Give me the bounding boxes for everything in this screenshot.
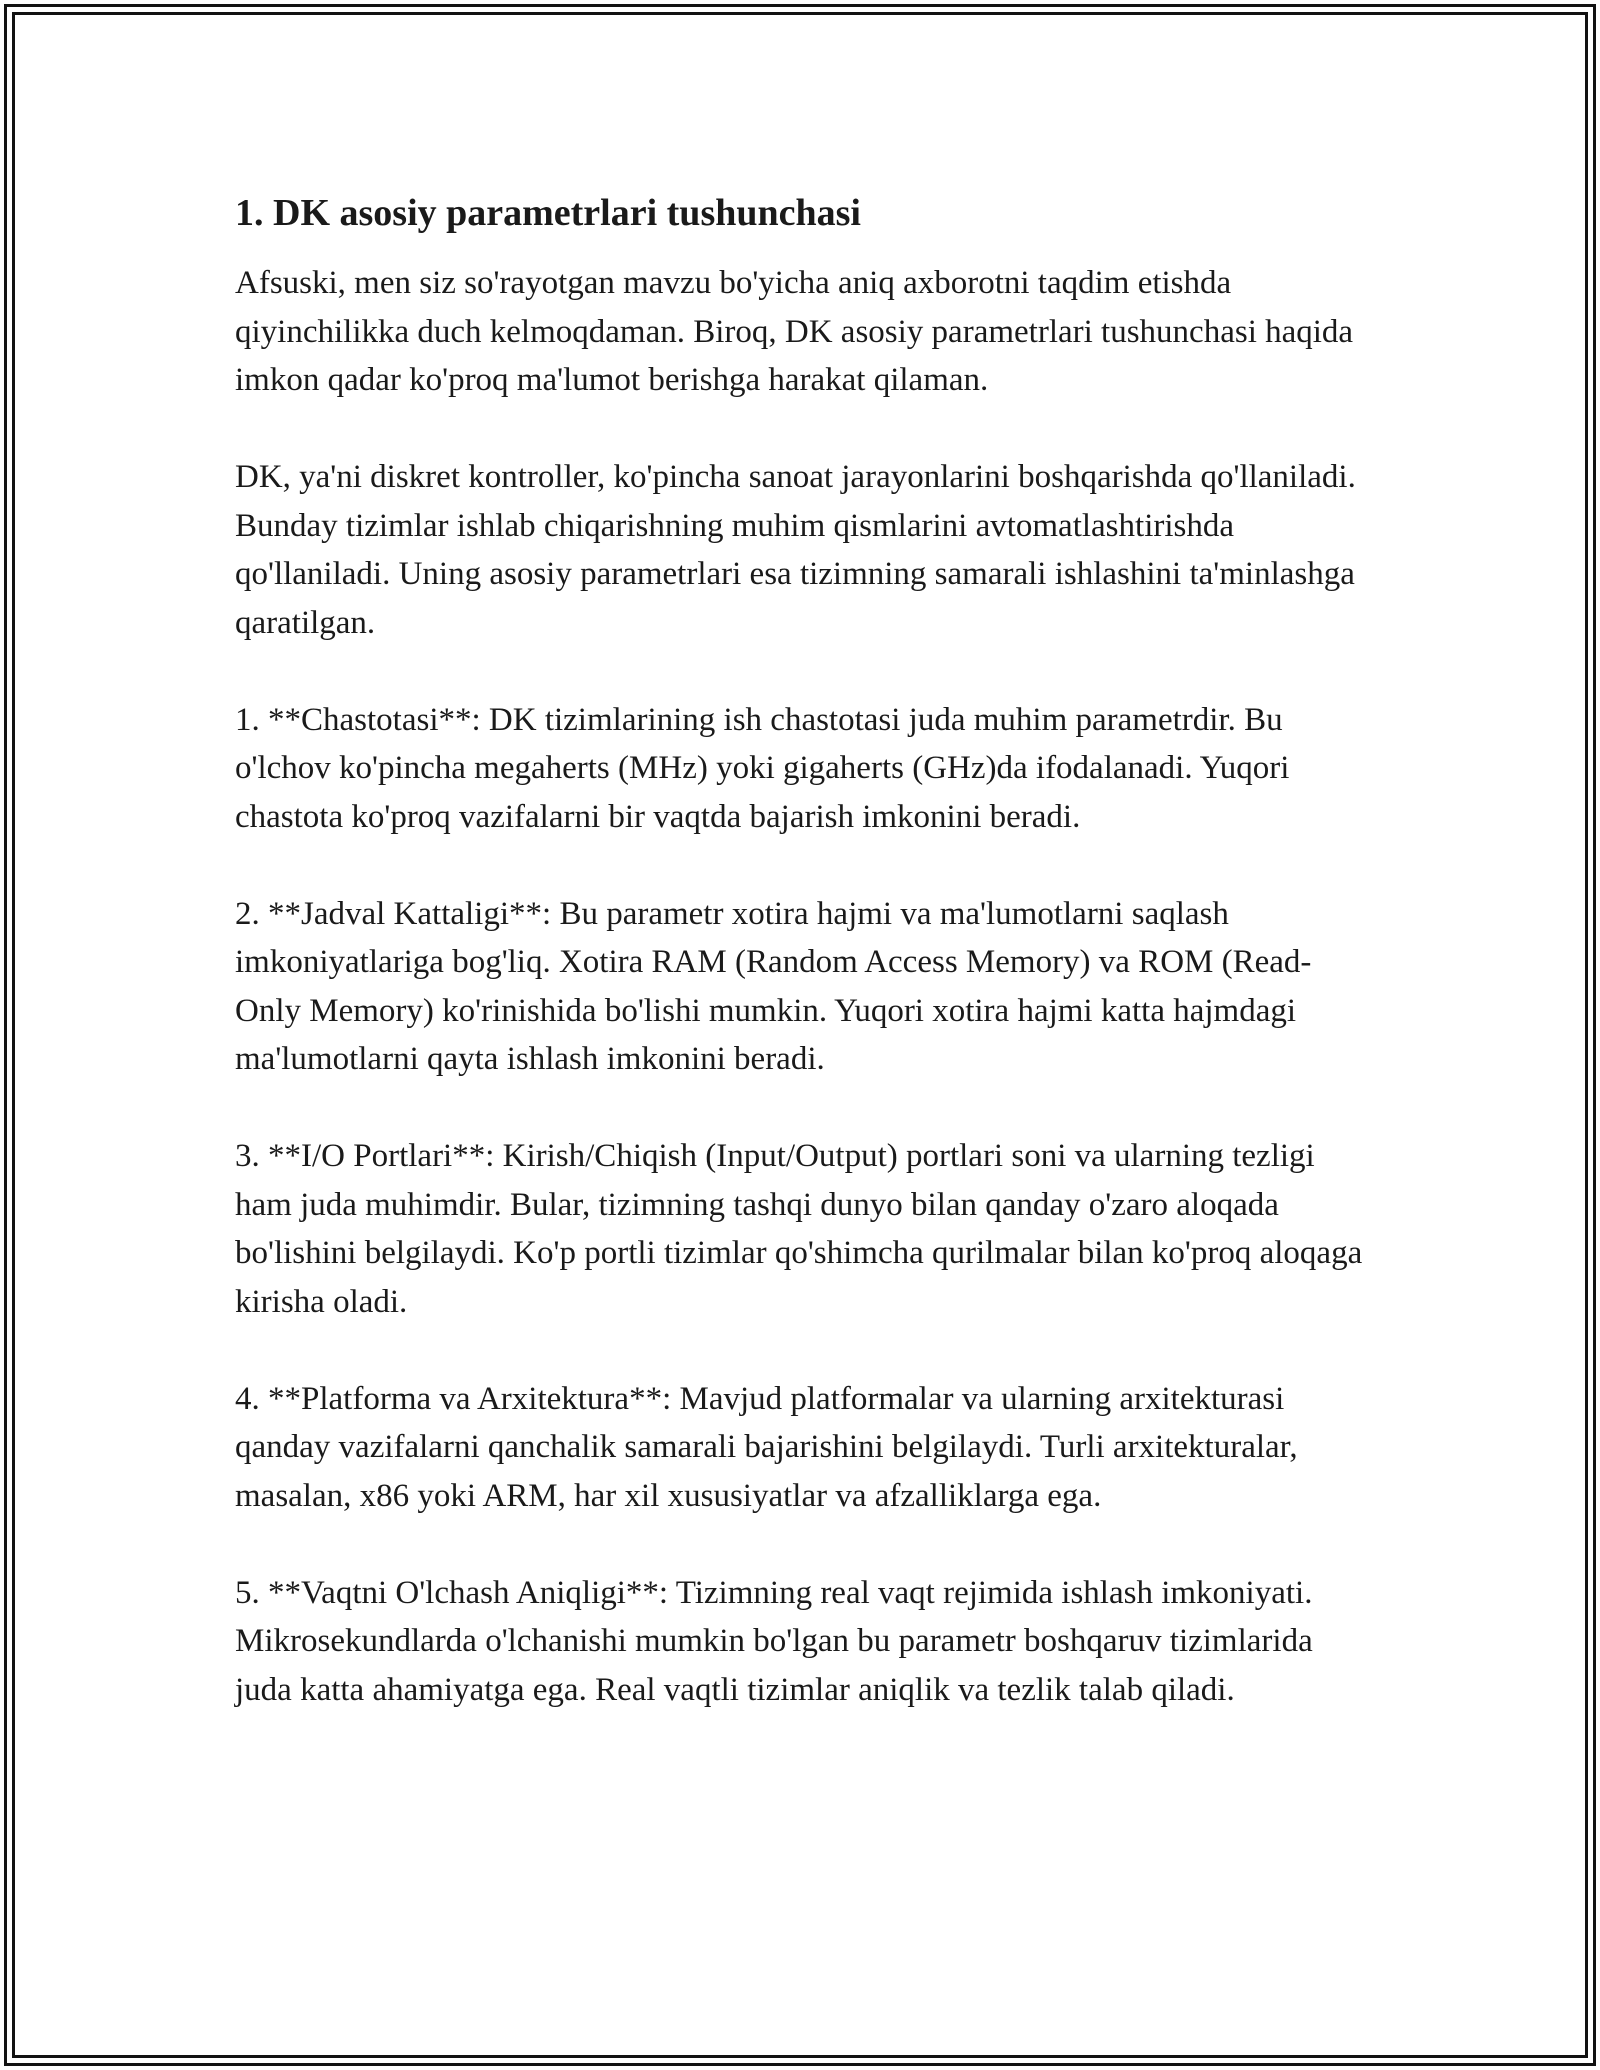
- document-body: [235, 185, 1365, 1763]
- parameter-timing-paragraph: 5. **Vaqtni O'lchash Aniqligi**: Tizimning real vaqt rejimida ishlash imkoniyati. Mikrosekundlarda o'lchanishi mumkin bo'lgan bu parametr boshqaruv tizimlarida juda katta ahamiyatga ega. Real vaqtli tizimlar aniqlik va tezlik talab qiladi.: [235, 1574, 1313, 1708]
- definition-paragraph: DK, ya'ni diskret kontroller, ko'pincha sanoat jarayonlarini boshqarishda qo'llaniladi. Bunday tizimlar ishlab chiqarishning muhim qismlarini avtomatlashtirishda qo'llaniladi. Uning asosiy parametrlari esa tizimning samarali ishlashini ta'minlashga qaratilgan.: [235, 459, 1356, 641]
- intro-paragraph: Afsuski, men siz so'rayotgan mavzu bo'yicha aniq axborotni taqdim etishda qiyinchilikka duch kelmoqdaman. Biroq, DK asosiy parametrlari tushunchasi haqida imkon qadar ko'proq ma'lumot berishga harakat qilaman.: [235, 265, 1354, 398]
- document-title: 1. DK asosiy parametrlari tushunchasi: [235, 192, 861, 234]
- parameter-io-ports-paragraph: 3. **I/O Portlari**: Kirish/Chiqish (Input/Output) portlari soni va ularning tezligi ham juda muhimdir. Bular, tizimning tashqi dunyo bilan qanday o'zaro aloqada bo'lishini belgilaydi. Ko'p portli tizimlar qo'shimcha qurilmalar bilan ko'proq aloqaga kirisha oladi.: [235, 1138, 1363, 1320]
- parameter-architecture-paragraph: 4. **Platforma va Arxitektura**: Mavjud platformalar va ularning arxitekturasi qanday vazifalarni qanchalik samarali bajarishini belgilaydi. Turli arxitekturalar, masalan, x86 yoki ARM, har xil xususiyatlar va afzalliklarga ega.: [235, 1380, 1298, 1514]
- parameter-frequency-paragraph: 1. **Chastotasi**: DK tizimlarining ish chastotasi juda muhim parametrdir. Bu o'lchov ko'pincha megaherts (MHz) yoki gigaherts (GHz)da ifodalanadi. Yuqori chastota ko'proq vazifalarni bir vaqtda bajarish imkonini beradi.: [235, 701, 1290, 835]
- parameter-memory-paragraph: 2. **Jadval Kattaligi**: Bu parametr xotira hajmi va ma'lumotlarni saqlash imkoniyatlariga bog'liq. Xotira RAM (Random Access Memory) va ROM (Read-Only Memory) ko'rinishida bo'lishi mumkin. Yuqori xotira hajmi katta hajmdagi ma'lumotlarni qayta ishlash imkonini beradi.: [235, 895, 1312, 1077]
